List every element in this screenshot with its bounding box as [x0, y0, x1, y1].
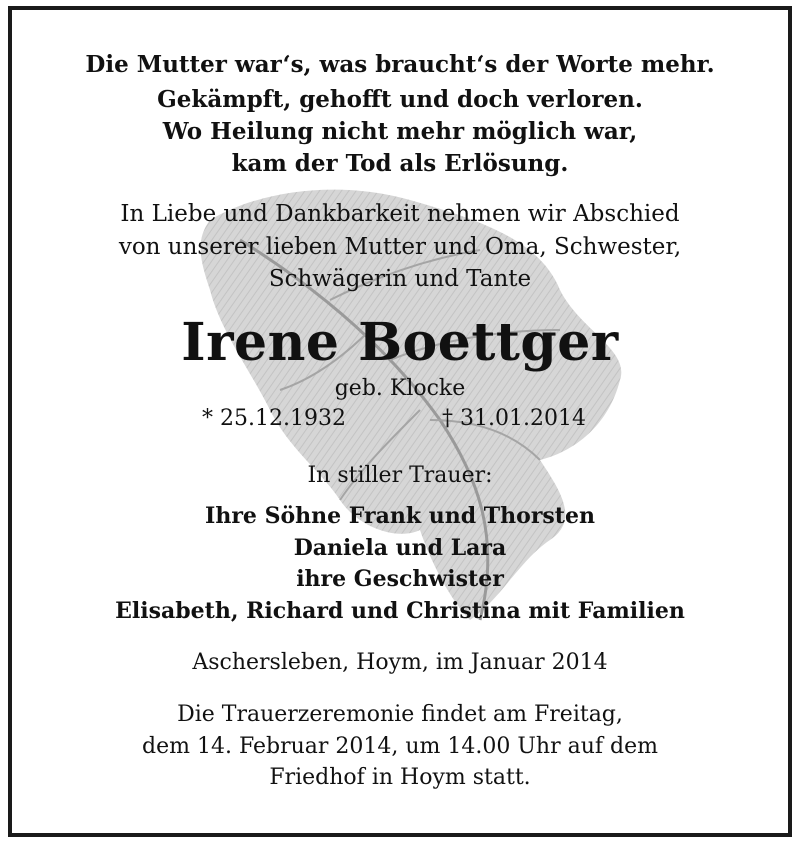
- ceremony-line: Friedhof in Hoym statt.: [269, 765, 531, 790]
- ceremony-line: Die Trauerzeremonie findet am Freitag,: [177, 702, 623, 727]
- poem-line: Die Mutter war‘s, was braucht‘s der Worte mehr.: [85, 51, 715, 78]
- birth-date: * 25.12.1932: [202, 406, 346, 431]
- poem-line: Wo Heilung nicht mehr möglich war,: [162, 118, 638, 145]
- poem-line: Gekämpft, gehofft und doch verloren.: [157, 86, 643, 113]
- mourner-line: Ihre Söhne Frank und Thorsten: [205, 503, 595, 529]
- intro-line: In Liebe und Dankbarkeit nehmen wir Abschied: [120, 201, 680, 227]
- deceased-name: Irene Boettger: [181, 312, 619, 373]
- maiden-name: geb. Klocke: [334, 376, 466, 401]
- mourner-line: ihre Geschwister: [296, 566, 504, 592]
- ceremony-line: dem 14. Februar 2014, um 14.00 Uhr auf dem: [142, 734, 658, 759]
- intro-line: Schwägerin und Tante: [268, 266, 532, 292]
- place-date: Aschersleben, Hoym, im Januar 2014: [192, 650, 608, 675]
- mourners-heading: In stiller Trauer:: [307, 463, 493, 488]
- death-date: † 31.01.2014: [442, 406, 586, 431]
- poem-line: kam der Tod als Erlösung.: [231, 150, 569, 177]
- intro-line: von unserer lieben Mutter und Oma, Schwester,: [118, 234, 682, 260]
- mourner-line: Daniela und Lara: [293, 535, 507, 561]
- mourner-line: Elisabeth, Richard und Christina mit Familien: [115, 598, 685, 624]
